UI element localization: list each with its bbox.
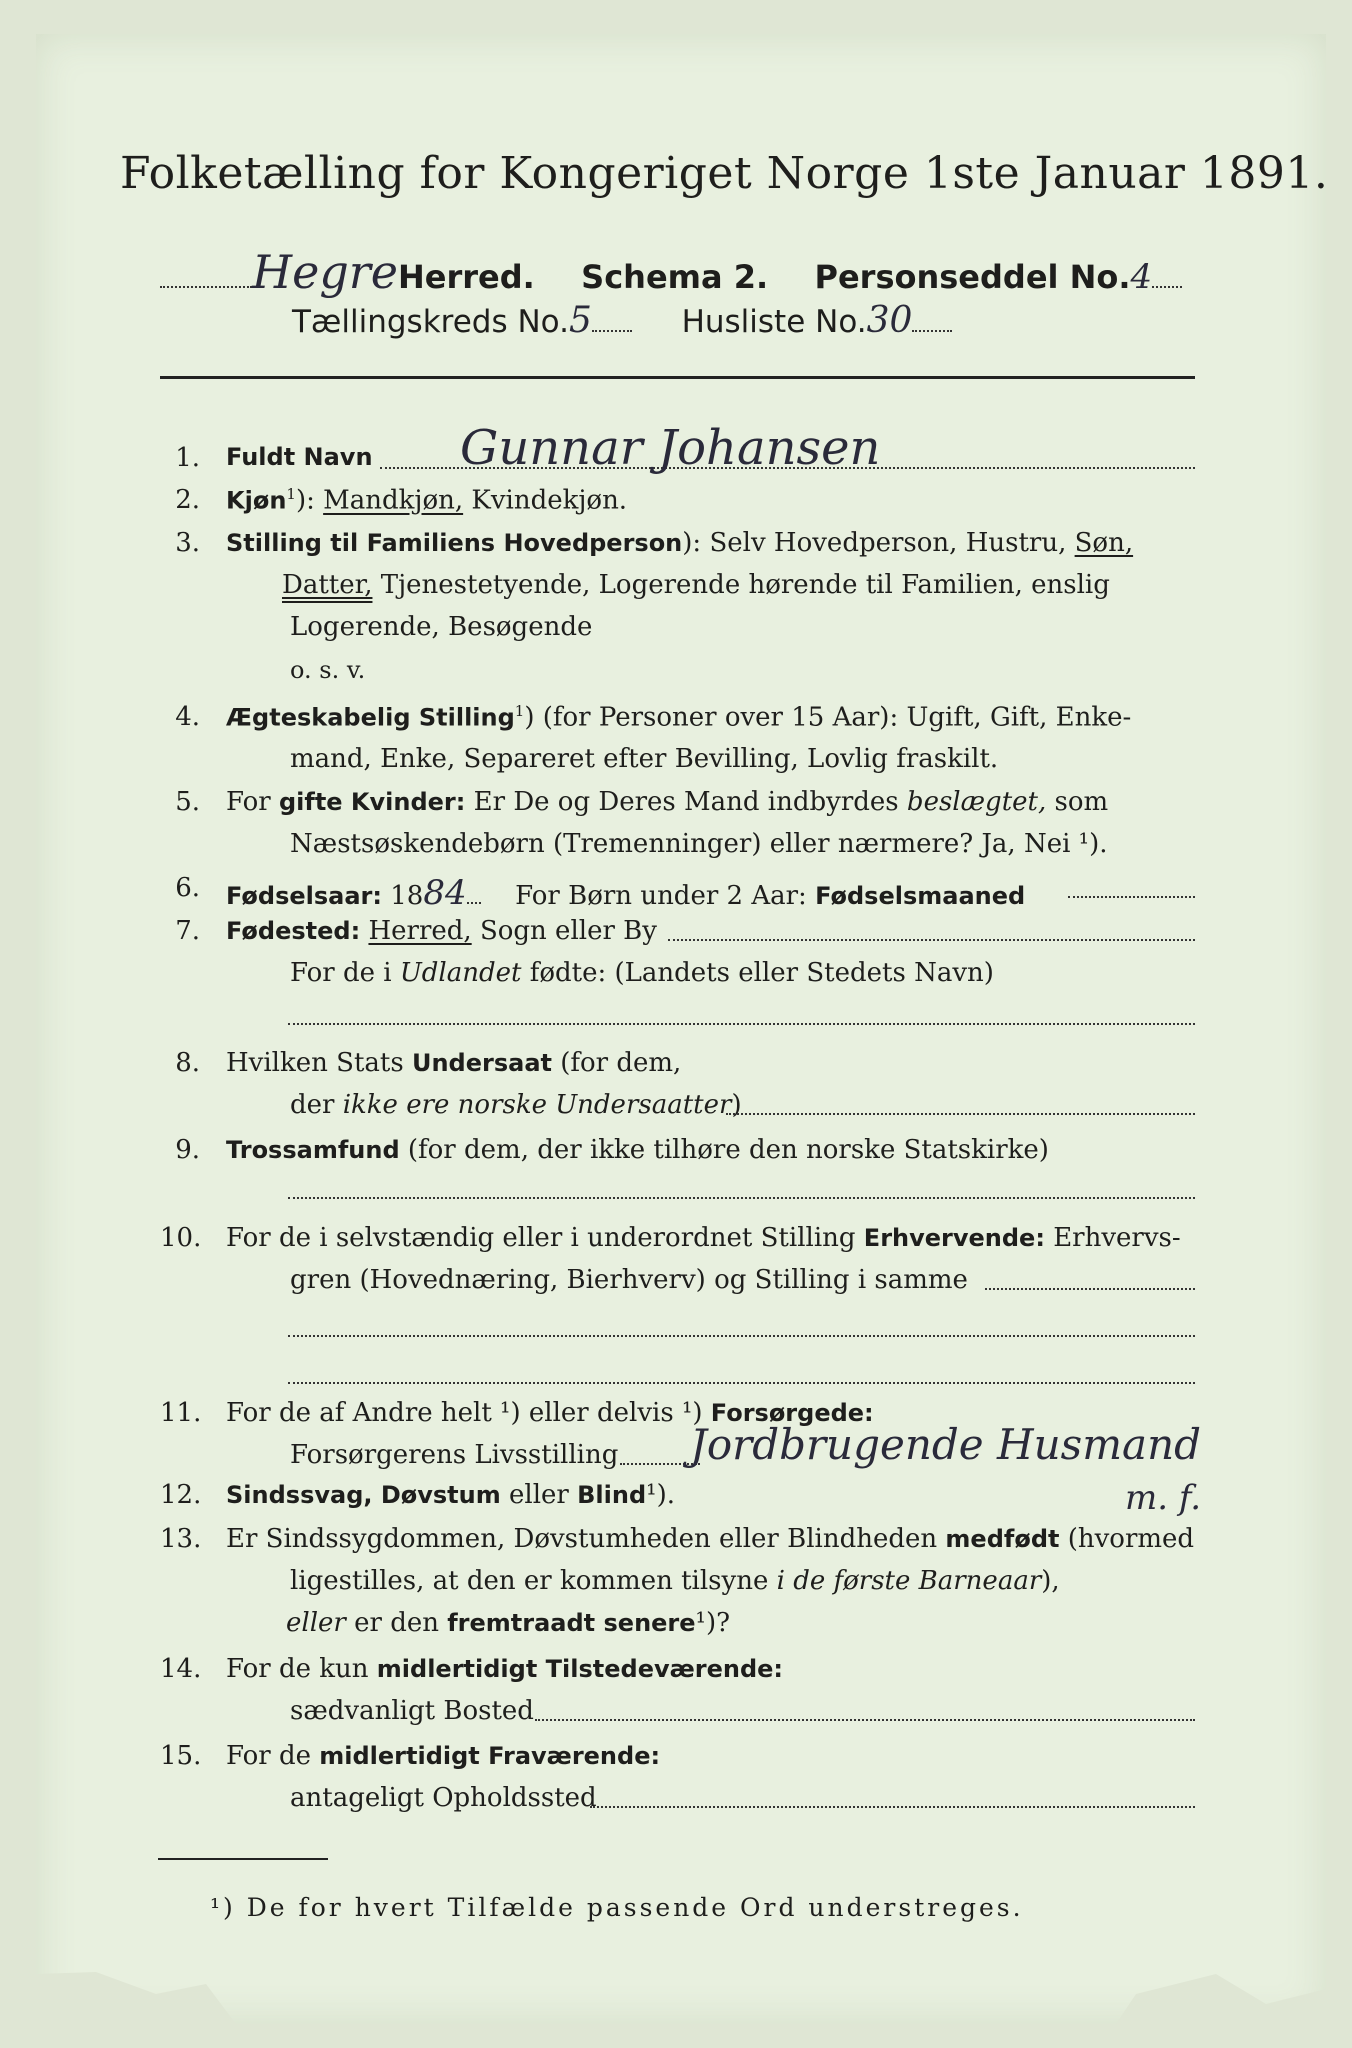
item-12-mid: eller (509, 1480, 569, 1510)
kreds-line (292, 300, 952, 341)
item-5-number: 5. (175, 787, 200, 817)
herred-label: Herred. (398, 258, 535, 296)
item-12-number: 12. (160, 1480, 202, 1510)
item-13-line3 (286, 1608, 730, 1638)
kreds-value: 5 (568, 300, 592, 341)
item-6-mid: For Børn under 2 Aar: (515, 881, 807, 911)
husliste-value: 30 (866, 300, 913, 341)
item-2-after: ): (295, 485, 315, 516)
item-13-text2: ligestilles, at den er kommen tilsyne (290, 1566, 769, 1596)
item-14-pre: For de kun (226, 1654, 369, 1684)
footnote: ¹) De for hvert Tilfælde passende Ord understreges. (210, 1893, 1024, 1922)
item-7-line (668, 939, 1195, 941)
item-10-line1 (226, 1223, 1181, 1253)
item-4-number: 4. (175, 702, 200, 732)
item-12-label: Sindssvag, Døvstum (226, 1481, 501, 1509)
item-15-pre: For de (226, 1741, 311, 1771)
item-10-text1: Erhvervs- (1053, 1223, 1181, 1253)
item-1-number: 1. (175, 443, 200, 473)
item-6-line (226, 873, 1025, 913)
item-10-line2: gren (Hovednæring, Bierhverv) og Stilling i samme (290, 1265, 968, 1295)
item-5-beslaegtet: beslægtet, (906, 787, 1047, 817)
item-3-text1: ): Selv Hovedperson, Hustru, (682, 528, 1067, 558)
torn-edge (36, 1934, 1326, 2024)
item-2-sup: 1 (286, 485, 296, 503)
item-3-text2: Tjenestetyende, Logerende hørende til Familien, enslig (380, 570, 1110, 600)
header-rule (160, 376, 1195, 379)
item-6-prefix: 18 (390, 881, 424, 911)
item-2-option-kvindekjon: Kvindekjøn. (471, 485, 628, 516)
item-6-line (1068, 896, 1195, 898)
item-7-number: 7. (175, 916, 200, 946)
item-10-line-3 (288, 1382, 1195, 1384)
item-9-line1 (226, 1135, 1049, 1165)
item-6-value: 84 (423, 873, 467, 913)
item-6-label: Fødselsaar: (226, 882, 382, 910)
husliste-label: Husliste No. (681, 304, 867, 340)
item-7-line2 (290, 958, 994, 988)
personseddel-label: Personseddel No. (814, 258, 1131, 296)
item-5-text1: Er De og Deres Mand indbyrdes (473, 787, 899, 817)
item-15-line2: antageligt Opholdssted (290, 1783, 597, 1813)
item-14-line2: sædvanligt Bosted (290, 1696, 534, 1726)
item-13-medfodt: medfødt (945, 1525, 1060, 1553)
item-12-after: ¹). (646, 1480, 675, 1510)
item-13-text3: er den (354, 1608, 439, 1638)
item-13-text1: (hvormed (1067, 1524, 1195, 1554)
item-4-line2: mand, Enke, Separeret efter Bevilling, Lovlig fraskilt. (290, 744, 999, 774)
item-11-label: Forsørgede: (710, 1399, 874, 1427)
item-7-rest: Sogn eller By (479, 916, 657, 946)
item-11-value: Jordbrugende Husmand (690, 1420, 1202, 1469)
item-8-label: Undersaat (411, 1049, 552, 1077)
item-3-datter: Datter, (282, 570, 373, 600)
item-7-line-2 (288, 1023, 1195, 1025)
item-14-line1 (226, 1654, 783, 1684)
item-13-line1 (226, 1524, 1194, 1554)
item-3-number: 3. (175, 528, 200, 558)
item-15-line1 (226, 1741, 660, 1771)
item-10-pre: For de i selvstændig eller i underordnet Stilling (226, 1223, 856, 1253)
item-6-label2: Fødselsmaaned (815, 882, 1026, 910)
item-7-pre2: For de i (290, 958, 392, 988)
item-3-label: Stilling til Familiens Hovedperson (226, 529, 683, 557)
herred-value: Hegre (252, 245, 398, 299)
item-15-label: midlertidigt Fraværende: (319, 1742, 661, 1770)
kreds-label: Tællingskreds No. (292, 304, 569, 340)
item-12-value: m. f. (1125, 1478, 1202, 1518)
item-2-option-mandkjon: Mandkjøn, (323, 485, 464, 516)
item-9-text: (for dem, der ikke tilhøre den norske Statskirke) (407, 1135, 1049, 1165)
item-3-line2 (282, 570, 1110, 600)
item-2-label: Kjøn (226, 486, 287, 515)
item-15-line (590, 1806, 1195, 1808)
item-14-label: midlertidigt Tilstedeværende: (376, 1655, 784, 1683)
item-6-number: 6. (175, 873, 200, 903)
item-4-text1: ) (for Personer over 15 Aar): Ugift, Gift, Enke- (524, 702, 1132, 733)
item-2-number: 2. (175, 485, 200, 515)
item-2-text (226, 485, 627, 516)
item-7-udlandet: Udlandet (399, 958, 522, 988)
item-9-line (288, 1197, 1195, 1199)
item-9-label: Trossamfund (226, 1136, 400, 1164)
item-7-label: Fødested: (226, 917, 361, 945)
item-13-text3b: ¹)? (695, 1608, 731, 1638)
item-8-pre: Hvilken Stats (226, 1048, 404, 1078)
item-14-number: 14. (160, 1654, 202, 1684)
item-5-pre: For (226, 787, 271, 817)
form-title: Folketælling for Kongeriget Norge 1ste Januar 1891. (120, 148, 1329, 199)
item-13-label: fremtraadt senere (447, 1609, 696, 1637)
item-4-label: Ægteskabelig Stilling (226, 703, 515, 732)
item-3-line4: o. s. v. (290, 656, 366, 684)
item-13-line2 (290, 1566, 1060, 1596)
personseddel-value: 4 (1130, 257, 1153, 297)
item-7-line1 (226, 916, 657, 946)
herred-line (160, 245, 1182, 299)
item-8-number: 8. (175, 1048, 200, 1078)
item-5-line1 (226, 787, 1108, 817)
item-5-label: gifte Kvinder: (278, 788, 466, 816)
item-5-line2: Næstsøskendebørn (Tremenninger) eller nærmere? Ja, Nei ¹). (290, 829, 1108, 859)
item-11-pre: For de af Andre helt ¹) eller delvis ¹) (226, 1398, 703, 1428)
item-7-rest2: fødte: (Landets eller Stedets Navn) (529, 958, 994, 988)
item-11-number: 11. (160, 1398, 202, 1428)
item-7-herred: Herred, (368, 916, 472, 946)
item-1-label: Fuldt Navn (226, 443, 373, 471)
item-1-value: Gunnar Johansen (460, 420, 881, 476)
item-8-line (726, 1113, 1195, 1115)
item-13-italic: i de første Barneaar (776, 1566, 1042, 1596)
item-10-label: Erhvervende: (863, 1224, 1045, 1252)
item-8-italic: ikke ere norske Undersaatter (342, 1090, 732, 1120)
item-8-text1: (for dem, (560, 1048, 682, 1078)
item-13-text2b: ), (1041, 1566, 1060, 1596)
item-5-som: som (1054, 787, 1109, 817)
item-3-line1 (226, 528, 1133, 558)
item-11-line (620, 1463, 700, 1465)
item-9-number: 9. (175, 1135, 200, 1165)
item-15-number: 15. (160, 1741, 202, 1771)
item-14-line (535, 1719, 1195, 1721)
item-3-line3: Logerende, Besøgende (290, 612, 593, 642)
item-8-line1 (226, 1048, 681, 1078)
item-10-line (985, 1288, 1195, 1290)
item-12-label2: Blind (577, 1481, 647, 1509)
item-10-line-2 (288, 1335, 1195, 1337)
item-13-pre: Er Sindssygdommen, Døvstumheden eller Blindheden (226, 1524, 938, 1554)
item-3-son: Søn, (1074, 528, 1134, 558)
item-11-line2: Forsørgerens Livsstilling (290, 1440, 619, 1470)
item-4-line1: Ægteskabelig Stilling$^1$) (for Personer over 15 Aar): Ugift, Gift, Enke- (226, 702, 1132, 733)
footnote-rule (158, 1858, 328, 1860)
item-13-eller: eller (286, 1608, 346, 1638)
schema-label: Schema 2. (581, 258, 769, 296)
item-10-number: 10. (160, 1223, 202, 1253)
item-8-der: der (290, 1090, 335, 1120)
item-13-number: 13. (160, 1524, 202, 1554)
item-8-line2: der ikke ere norske Undersaatter) (290, 1090, 742, 1120)
item-12-line (226, 1480, 675, 1510)
